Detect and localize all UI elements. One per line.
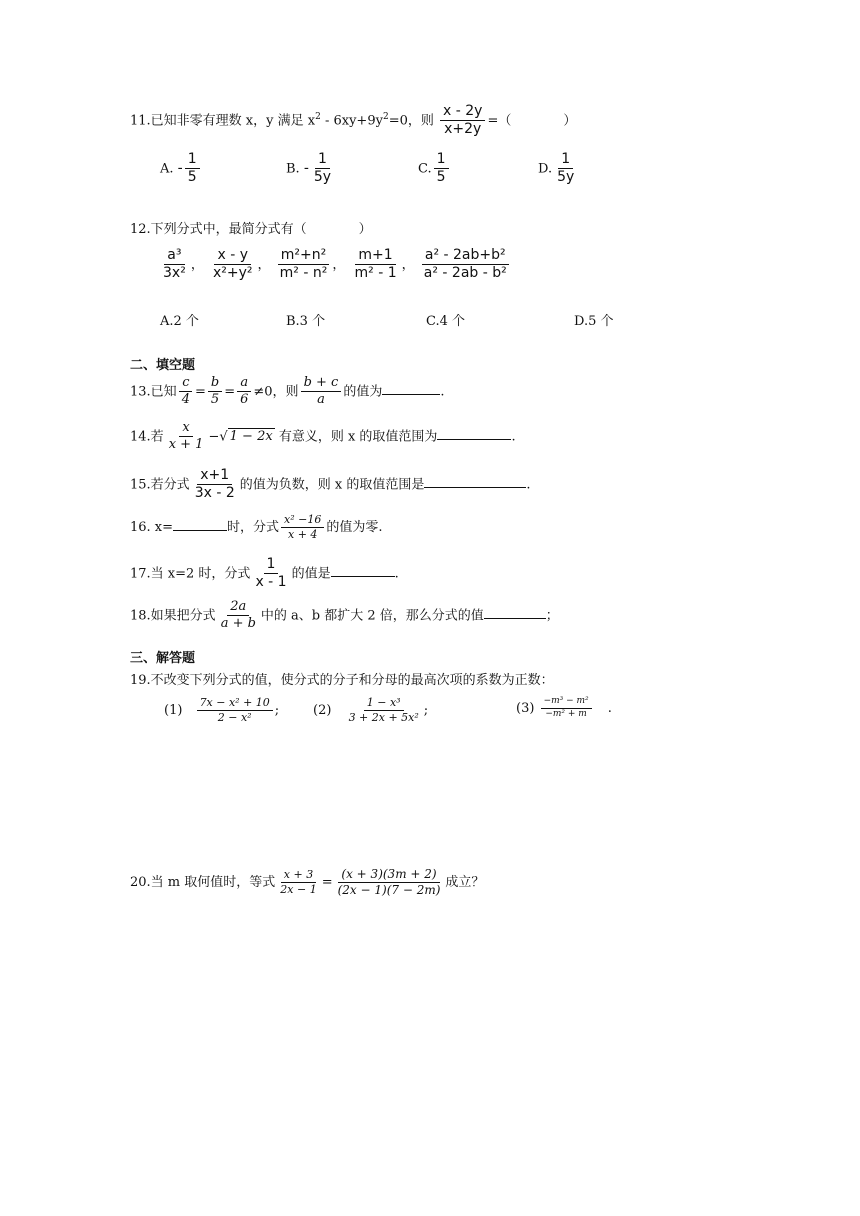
q12-fraction-5: $\frac{\text{a² - 2ab+b²}}{\text{a² - 2ab - b²}}$	[423, 247, 507, 282]
q19-item-1: (1) $\frac{\text{7x − x² + 10}}{\text{2 − x²}}$ ;	[164, 696, 280, 725]
q14-radical: 1 − 2x	[229, 429, 273, 445]
q11-option-c[interactable]: C. $\frac{1}{5}$	[418, 152, 451, 186]
q12-option-c[interactable]: C.4 个	[426, 314, 466, 329]
section-heading-fill-in: 二、填空题	[130, 358, 196, 373]
question-11	[130, 104, 576, 138]
q11-option-a[interactable]: A. - $\frac{1}{5}$	[160, 152, 202, 186]
q11-option-b[interactable]: B. - $\frac{1}{5y}$	[286, 151, 332, 186]
q13-answer-blank[interactable]	[382, 382, 440, 395]
q12-fraction-1: $\frac{\text{a³}}{\text{3x²}}$	[163, 247, 186, 282]
q14-answer-blank[interactable]	[437, 427, 511, 440]
q12-fraction-3: $\frac{\text{m²+n²}}{\text{m² - n²}}$	[279, 247, 328, 282]
q15-answer-blank[interactable]	[424, 475, 526, 488]
q11-exp-1: 2	[315, 112, 321, 123]
q12-fractions: $\frac{\text{a³}}{\text{3x²}}$ ， $\frac{x - y}{\text{x²+y²}}$ ， $\frac{\text{m²+n²}}{\text{m² - n²}}$ ， $\frac{m+1}{\text{m² - 1}}$ ， $\frac{\text{a² - 2ab+b²}}{\text{a² - 2ab - b²}}$	[158, 248, 512, 282]
q11-text-mid: - 6xy+9y	[320, 113, 383, 129]
q12-option-d[interactable]: D.5 个	[574, 314, 614, 329]
q16-answer-blank[interactable]	[173, 518, 227, 531]
q19-item-2: (2) $\frac{\text{1 − x³}}{\text{3 + 2x + 5x²}}$ ;	[313, 696, 429, 725]
q11-answer-paren: =（ ）	[487, 113, 577, 129]
question-20: 20.当 m 取何值时，等式 $\frac{x + 3}{2x - 1}$ = $\frac{(x + 3)(3m + 2)}{(2x - 1)(7 - 2m)}$ 成立？	[130, 867, 485, 898]
question-13: 13.已知 $\frac{c}{4}$ = $\frac{b}{5}$ = $\frac{a}{6}$ ≠0，则 $\frac{b + c}{a}$ 的值为 .	[130, 375, 445, 408]
question-17: 17.当 x=2 时，分式 $\frac{1}{x - 1}$ 的值是 .	[130, 556, 399, 591]
q19-item-3: (3) $\frac{\text{−m³ − m²}}{\text{−m² + m}}$ .	[516, 696, 612, 719]
q12-option-a[interactable]: A.2 个	[160, 314, 199, 329]
q17-answer-blank[interactable]	[331, 564, 395, 577]
q11-text: 11.已知非零有理数 x，y 满足 x	[130, 113, 316, 129]
q18-answer-blank[interactable]	[484, 606, 546, 619]
question-18: 18.如果把分式 $\frac{2a}{a + b}$ 中的 a、b 都扩大 2 倍，那么分式的值 ；	[130, 599, 559, 632]
q12-fraction-2: $\frac{x - y}{\text{x²+y²}}$	[212, 247, 253, 282]
question-16: 16. x= 时，分式 $\frac{\text{x² −16}}{x + 4}$ 的值为零.	[130, 513, 383, 542]
question-14: 14.若 $\frac{x}{x + 1}$ −√ 1 − 2x 有意义，则 x 的取值范围为 .	[130, 420, 516, 453]
q12-fraction-4: $\frac{m+1}{\text{m² - 1}}$	[354, 247, 397, 282]
q11-exp-2: 2	[382, 112, 389, 123]
q11-fraction: $\frac{x - 2y}{x+2y}$	[440, 104, 485, 138]
q11-text-tail: =0，则	[388, 113, 434, 129]
q12-option-b[interactable]: B.3 个	[286, 314, 326, 329]
question-19-stem: 19.不改变下列分式的值，使分式的分子和分母的最高次项的系数为正数：	[130, 673, 554, 688]
question-12-stem: 12.下列分式中，最简分式有（ ）	[130, 222, 372, 237]
section-heading-solve: 三、解答题	[130, 651, 196, 666]
question-15: 15.若分式 $\frac{x+1}{3x - 2}$ 的值为负数，则 x 的取值范围是 .	[130, 467, 531, 502]
q11-option-d[interactable]: D. $\frac{1}{5y}$	[538, 151, 575, 186]
